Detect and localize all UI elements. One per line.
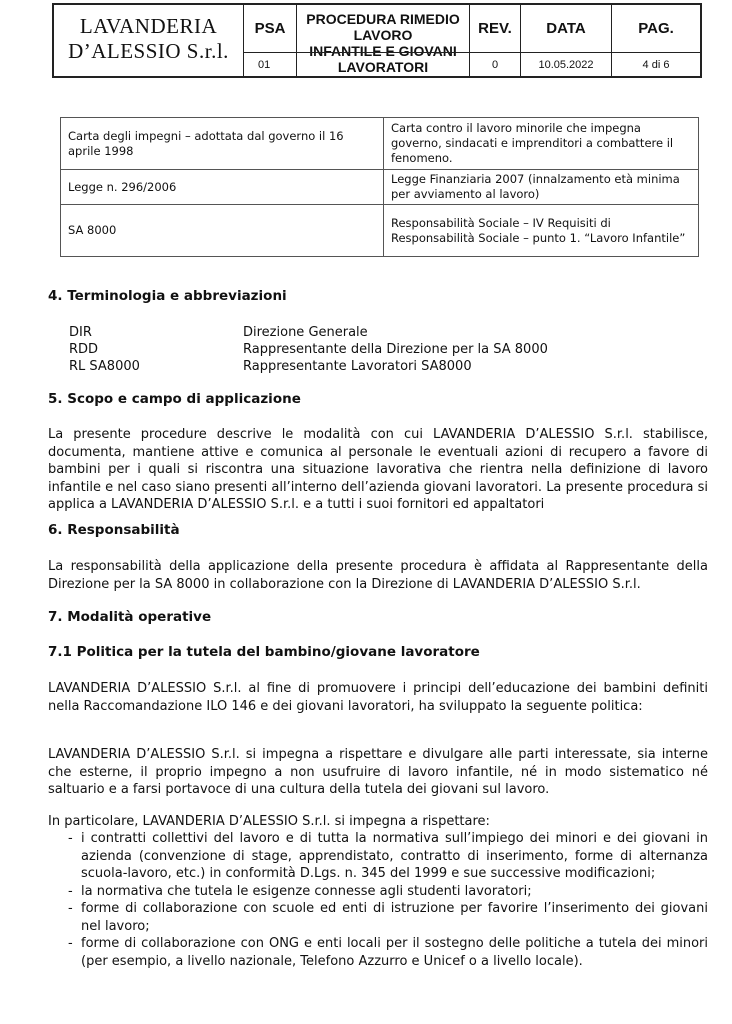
rev-value: 0 <box>491 59 499 71</box>
table-row <box>61 118 699 170</box>
paragraph: LAVANDERIA D’ALESSIO S.r.l. al fine di promuovere i principi dell’educazione dei bambini definiti nella Raccomandazione ILO 146 e dei giovani lavoratori, ha sviluppato la seguente politica: <box>48 681 708 714</box>
table-cell-right: Responsabilità Sociale – IV Requisiti di Responsabilità Sociale – punto 1. “Lavoro Infantile” <box>384 205 699 257</box>
list-item: - forme di collaborazione con ONG e enti locali per il sostegno delle politiche a tutela dei minori (per esempio, a livello nazionale, Telefono Azzurro e Unicef o a livello locale). <box>48 935 708 970</box>
commitments-list <box>48 830 708 970</box>
abbreviation-meaning: Rappresentante della Direzione per la SA 8000 <box>243 342 548 357</box>
date-value: 10.05.2022 <box>538 59 594 71</box>
company-name-line1: LAVANDERIA <box>79 14 218 38</box>
paragraph: La presente procedure descrive le modalità con cui LAVANDERIA D’ALESSIO S.r.l. stabilisce, documenta, mantiene attive e comunica al personale le eventuali azioni di recupero a favore di bambini per i quali si riscontra una situazione lavorativa che rientra nella definizione di lavoro infantile e nel caso siano presenti all’interno dell’azienda giovani lavoratori. La presente procedura si applica a LAVANDERIA D’ALESSIO S.r.l. e a tutti i suoi fornitori ed appaltatori <box>48 427 708 512</box>
procedure-title <box>297 5 469 76</box>
abbreviation: RDD <box>69 342 99 357</box>
psa-label: PSA <box>254 20 286 37</box>
page-cell <box>612 5 700 76</box>
table-cell-left: Carta degli impegni – adottata dal governo il 16 aprile 1998 <box>61 118 384 170</box>
rev-cell <box>470 5 521 76</box>
list-item <box>69 341 548 358</box>
paragraph: La responsabilità della applicazione della presente procedura è affidata al Rappresentante della Direzione per la SA 8000 in collaborazione con la Direzione di LAVANDERIA D’ALESSIO S.r.l. <box>48 559 708 592</box>
table-cell-left: SA 8000 <box>61 205 384 257</box>
paragraph: In particolare, LAVANDERIA D’ALESSIO S.r.l. si impegna a rispettare: <box>48 814 490 829</box>
list-item: - forme di collaborazione con scuole ed enti di istruzione per favorire l’inserimento dei giovani nel lavoro; <box>48 900 708 935</box>
title-line3: LAVORATORI <box>337 59 429 75</box>
rev-label: REV. <box>478 20 512 37</box>
procedure-title-cell <box>297 5 470 76</box>
header-divider <box>244 52 700 53</box>
list-item: - la normativa che tutela le esigenze connesse agli studenti lavoratori; <box>48 883 708 901</box>
abbreviation-list <box>69 324 548 375</box>
list-item <box>69 358 548 375</box>
abbreviation: RL SA8000 <box>69 359 140 374</box>
references-table <box>60 117 699 257</box>
abbreviation-meaning: Rappresentante Lavoratori SA8000 <box>243 359 472 374</box>
section-heading: 6. Responsabilità <box>48 522 180 538</box>
section-heading: 7. Modalità operative <box>48 609 212 625</box>
subsection-heading: 7.1 Politica per la tutela del bambino/giovane lavoratore <box>48 644 480 660</box>
date-cell <box>521 5 612 76</box>
title-line1: PROCEDURA RIMEDIO LAVORO <box>306 11 460 43</box>
document-header <box>52 3 702 78</box>
title-line2: INFANTILE E GIOVANI <box>309 43 457 59</box>
date-label: DATA <box>546 20 586 37</box>
table-row <box>61 205 699 257</box>
psa-cell <box>244 5 297 76</box>
table-cell-right: Legge Finanziaria 2007 (innalzamento età minima per avviamento al lavoro) <box>384 170 699 205</box>
table-cell-left: Legge n. 296/2006 <box>61 170 384 205</box>
abbreviation-meaning: Direzione Generale <box>243 325 368 340</box>
page-value: 4 di 6 <box>642 59 670 71</box>
company-name-line2: D’ALESSIO S.r.l. <box>68 39 229 63</box>
table-cell-right: Carta contro il lavoro minorile che impegna governo, sindacati e imprenditori a combattere il fenomeno. <box>384 118 699 170</box>
section-heading: 5. Scopo e campo di applicazione <box>48 391 301 407</box>
company-logo <box>54 5 244 76</box>
list-item <box>69 324 548 341</box>
page-label: PAG. <box>638 20 674 37</box>
paragraph: LAVANDERIA D’ALESSIO S.r.l. si impegna a rispettare e divulgare alle parti interessate, sia interne che esterne, il proprio impegno a non usufruire di lavoro infantile, né in modo sistematico né saltuario e a farsi portavoce di una cultura della tutela dei giovani sul lavoro. <box>48 747 708 797</box>
section-heading: 4. Terminologia e abbreviazioni <box>48 288 287 304</box>
list-item: - i contratti collettivi del lavoro e di tutta la normativa sull’impiego dei minori e dei giovani in azienda (convenzione di stage, apprendistato, contratto di inserimento, forme di alternanza scuola-lavoro, etc.) in conformità D.Lgs. n. 345 del 1999 e sue successive modificazioni; <box>48 830 708 883</box>
table-row <box>61 170 699 205</box>
abbreviation: DIR <box>69 325 92 340</box>
psa-value: 01 <box>258 59 271 71</box>
